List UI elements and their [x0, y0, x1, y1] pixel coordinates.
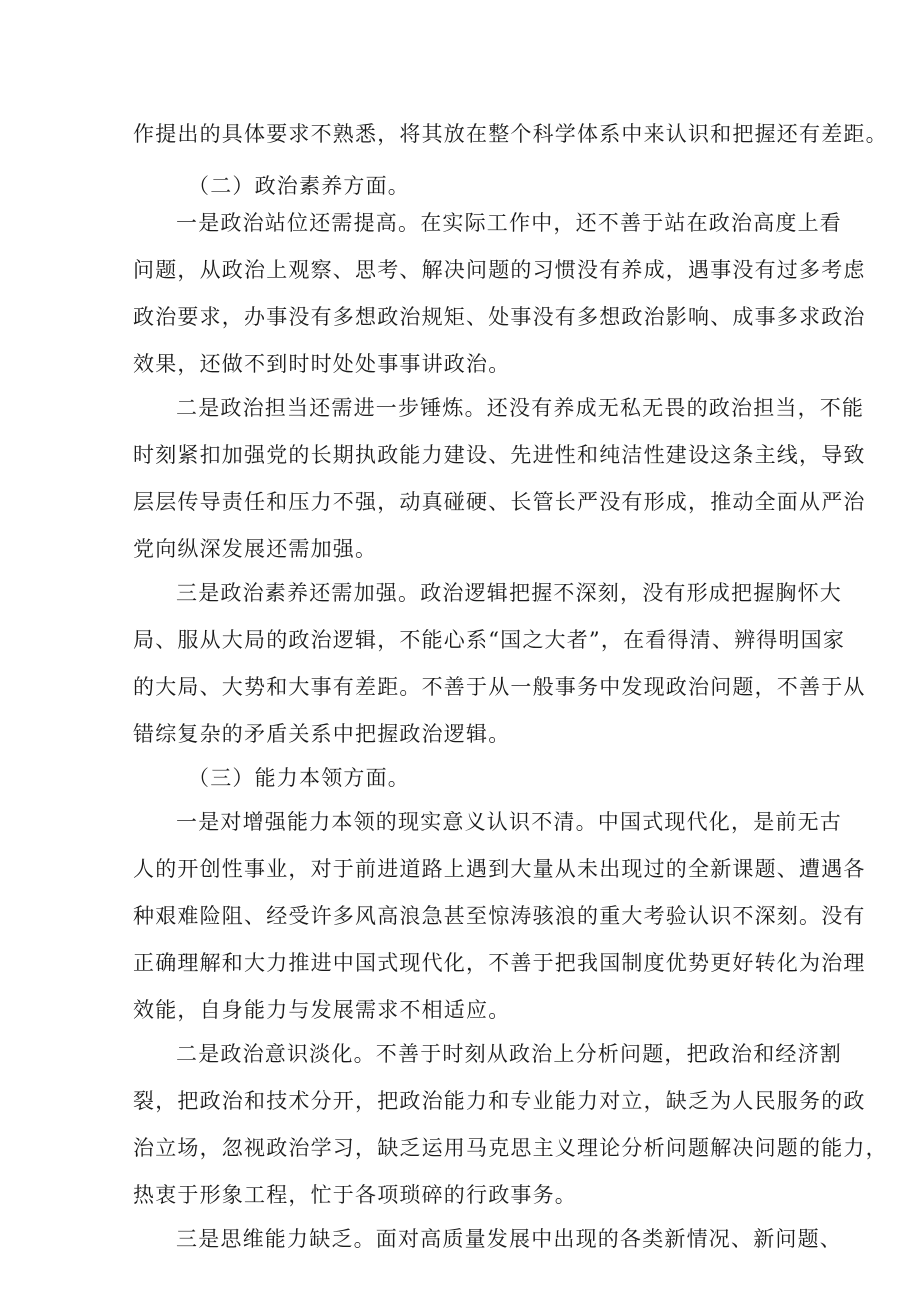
- paragraph-line: 局、服从大局的政治逻辑，不能心系“国之大者”，在看得清、辨得明国家: [133, 628, 846, 652]
- section-heading-ability: （三）能力本领方面。: [188, 766, 410, 790]
- paragraph-line: 一是政治站位还需提高。在实际工作中，还不善于站在政治高度上看: [176, 211, 842, 235]
- paragraph-line: 二是政治意识淡化。不善于时刻从政治上分析问题，把政治和经济割: [176, 1042, 842, 1066]
- paragraph-line: 正确理解和大力推进中国式现代化，不善于把我国制度优势更好转化为治理: [133, 951, 866, 975]
- paragraph-line: 热衷于形象工程，忙于各项琐碎的行政事务。: [133, 1183, 577, 1207]
- paragraph-line: 裂，把政治和技术分开，把政治能力和专业能力对立，缺乏为人民服务的政: [133, 1089, 866, 1113]
- paragraph-line: 问题，从政治上观察、思考、解决问题的习惯没有养成，遇事没有过多考虑: [133, 258, 866, 282]
- section-heading-political-quality: （二）政治素养方面。: [188, 174, 410, 198]
- paragraph-line: 错综复杂的矛盾关系中把握政治逻辑。: [133, 722, 511, 746]
- paragraph-line: 三是思维能力缺乏。面对高质量发展中出现的各类新情况、新问题、: [176, 1227, 842, 1251]
- text-line-continuation: 作提出的具体要求不熟悉，将其放在整个科学体系中来认识和把握还有差距。: [133, 122, 888, 146]
- paragraph-line: 时刻紧扣加强党的长期执政能力建设、先进性和纯洁性建设这条主线，导致: [133, 443, 866, 467]
- paragraph-line: 三是政治素养还需加强。政治逻辑把握不深刻，没有形成把握胸怀大: [176, 581, 842, 605]
- paragraph-line: 二是政治担当还需进一步锤炼。还没有养成无私无畏的政治担当，不能: [176, 396, 865, 420]
- paragraph-line: 效能，自身能力与发展需求不相适应。: [133, 998, 511, 1022]
- paragraph-line: 效果，还做不到时时处处事事讲政治。: [133, 352, 511, 376]
- paragraph-line: 种艰难险阻、经受许多风高浪急甚至惊涛骇浪的重大考验认识不深刻。没有: [133, 904, 866, 928]
- paragraph-line: 人的开创性事业，对于前进道路上遇到大量从未出现过的全新课题、遭遇各: [133, 857, 866, 881]
- paragraph-line: 政治要求，办事没有多想政治规矩、处事没有多想政治影响、成事多求政治: [133, 305, 866, 329]
- paragraph-line: 党向纵深发展还需加强。: [133, 537, 378, 561]
- paragraph-line: 治立场，忽视政治学习，缺乏运用马克思主义理论分析问题解决问题的能力，: [133, 1136, 888, 1160]
- paragraph-line: 的大局、大势和大事有差距。不善于从一般事务中发现政治问题，不善于从: [133, 675, 866, 699]
- paragraph-line: 层层传导责任和压力不强，动真碰硬、长管长严没有形成，推动全面从严治: [133, 490, 866, 514]
- paragraph-line: 一是对增强能力本领的现实意义认识不清。中国式现代化，是前无古: [176, 810, 842, 834]
